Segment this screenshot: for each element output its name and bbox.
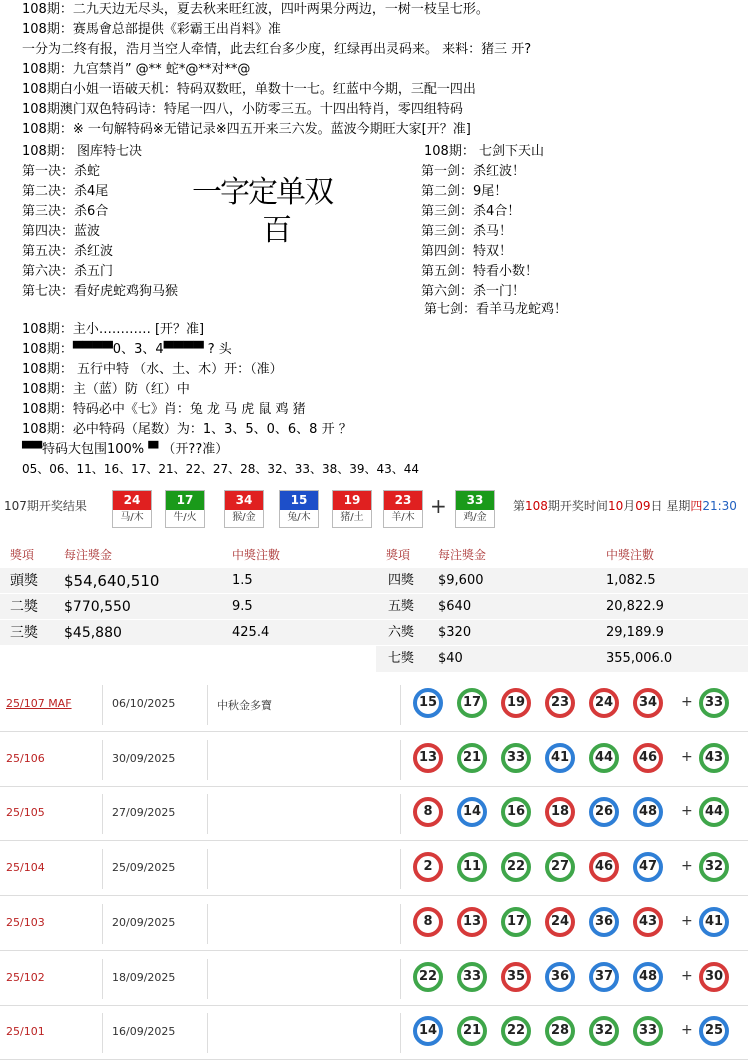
right-column-heading: 108期： 七剑下天山 xyxy=(424,144,544,159)
number-ball: 37 xyxy=(589,962,619,992)
column-divider xyxy=(102,740,103,780)
list-item: 第五决：杀红波 xyxy=(22,244,114,259)
prize-count: 425.4 xyxy=(232,625,270,640)
prize-row xyxy=(0,593,748,620)
month-label: 月 xyxy=(623,499,636,513)
header-item: 獎項 xyxy=(386,548,411,562)
header-amount: 每注獎金 xyxy=(438,548,487,562)
history-row xyxy=(0,732,748,787)
result-ball xyxy=(224,490,264,528)
forecast-line: 108期：九宫禁肖” @** 蛇*@**对**@ xyxy=(22,62,251,77)
list-item: 第一决：杀蛇 xyxy=(22,164,101,179)
list-item: 第四决：蓝波 xyxy=(22,224,101,239)
special-ball xyxy=(455,490,495,528)
column-divider xyxy=(400,849,401,889)
forecast-line: ▀▀特码大包围100% ▀ （开??准） xyxy=(22,442,229,457)
forecast-line: 108期白小姐一语破天机：特码双数旺，单数十一七。红蓝中今期，三配一四出 xyxy=(22,82,476,97)
ball-number: 33 xyxy=(456,491,494,510)
draw-time-label: 期开奖时间 xyxy=(547,499,608,513)
draw-day: 09 xyxy=(635,499,651,513)
forecast-line: 108期：二九天边无尽头，夏去秋来旺红波，四叶两果分两边，一树一枝呈七形。 xyxy=(22,2,489,17)
number-ball: 36 xyxy=(545,962,575,992)
list-item: 第二决：杀4尾 xyxy=(22,184,109,199)
number-ball: 17 xyxy=(501,907,531,937)
column-divider xyxy=(207,794,208,834)
column-divider xyxy=(207,904,208,944)
header-item: 獎項 xyxy=(10,548,35,562)
forecast-line: 108期：※ 一句解特码※无错记录※四五开来三六发。蓝波今期旺大家[开？准] xyxy=(22,122,471,137)
special-number-ball: 43 xyxy=(699,743,729,773)
plus-sign: + xyxy=(681,748,693,765)
number-ball: 33 xyxy=(457,962,487,992)
prize-count: 29,189.9 xyxy=(606,625,664,640)
prize-name: 五獎 xyxy=(388,599,415,614)
prize-amount: $640 xyxy=(438,599,472,614)
draw-date: 16/09/2025 xyxy=(112,1025,176,1039)
prize-header xyxy=(0,543,748,567)
draw-number: 108 xyxy=(525,499,548,513)
number-ball: 22 xyxy=(501,1016,531,1046)
header-count: 中獎注數 xyxy=(232,548,281,562)
column-divider xyxy=(400,1013,401,1053)
ball-zodiac: 羊/木 xyxy=(391,512,415,523)
number-ball: 8 xyxy=(413,907,443,937)
special-number-ball: 32 xyxy=(699,852,729,882)
draw-weekday: 四 xyxy=(690,499,703,513)
ball-number: 17 xyxy=(166,491,204,510)
forecast-line: 一分为二终有报，浩月当空人牵情，此去红台多少度，红绿再出灵码来。 来料：猪三 开? xyxy=(22,42,532,57)
prize-amount: $45,880 xyxy=(64,625,122,641)
history-row xyxy=(0,951,748,1006)
prize-count: 355,006.0 xyxy=(606,651,673,666)
forecast-line: 108期：▀▀▀▀0、3、4▀▀▀▀ ? 头 xyxy=(22,342,232,357)
special-number-ball: 33 xyxy=(699,688,729,718)
left-column-heading: 108期： 图库特七决 xyxy=(22,144,142,159)
ball-zodiac: 猪/土 xyxy=(340,512,364,523)
draw-link[interactable]: 25/104 xyxy=(6,861,45,875)
list-item: 第三剑：杀马！ xyxy=(421,224,513,239)
plus-sign: + xyxy=(681,1022,693,1039)
column-divider xyxy=(102,1013,103,1053)
header-count: 中獎注數 xyxy=(606,548,655,562)
history-row xyxy=(0,841,748,896)
number-ball: 27 xyxy=(545,852,575,882)
list-item: 第六剑：杀一门！ xyxy=(421,284,526,299)
number-ball: 33 xyxy=(501,743,531,773)
prize-right-bg xyxy=(376,646,748,672)
prize-count: 1,082.5 xyxy=(606,573,656,588)
forecast-line: 108期：必中特码（尾数）为：1、3、5、0、6、8 开 ？ xyxy=(22,422,352,437)
draw-link[interactable]: 25/106 xyxy=(6,751,45,765)
draw-link[interactable]: 25/103 xyxy=(6,915,45,929)
number-ball: 32 xyxy=(589,1016,619,1046)
result-ball xyxy=(383,490,423,528)
ball-zodiac: 牛/火 xyxy=(173,512,197,523)
number-ball: 46 xyxy=(589,852,619,882)
forecast-line: 108期：主小………… [开？准] xyxy=(22,322,205,337)
day-label: 日 星期 xyxy=(650,499,691,513)
prize-right-bg xyxy=(376,594,748,620)
draw-date: 18/09/2025 xyxy=(112,970,176,984)
draw-time-prefix: 第 xyxy=(513,499,526,513)
special-number-ball: 30 xyxy=(699,962,729,992)
number-ball: 48 xyxy=(633,962,663,992)
draw-link[interactable]: 25/105 xyxy=(6,806,45,820)
draw-date: 20/09/2025 xyxy=(112,915,176,929)
number-ball: 36 xyxy=(589,907,619,937)
list-item: 第三决：杀6合 xyxy=(22,204,109,219)
draw-date: 06/10/2025 xyxy=(112,697,176,710)
number-ball: 24 xyxy=(545,907,575,937)
prize-right-bg xyxy=(376,620,748,646)
handwritten-title: 一字定单双 xyxy=(192,175,332,210)
plus-sign: + xyxy=(430,494,447,518)
number-ball: 22 xyxy=(413,962,443,992)
number-list: 05、06、11、16、17、21、22、27、28、32、33、38、39、43、44 xyxy=(22,462,420,476)
history-row xyxy=(0,1005,748,1060)
draw-date: 30/09/2025 xyxy=(112,751,176,765)
plus-sign: + xyxy=(681,803,693,820)
handwritten-subtitle: 百 xyxy=(262,213,292,248)
list-item: 第四剑：特双！ xyxy=(421,244,513,259)
list-item: 第六决：杀五门 xyxy=(22,264,114,279)
number-ball: 48 xyxy=(633,797,663,827)
draw-time xyxy=(513,497,737,514)
result-ball xyxy=(165,490,205,528)
list-item: 第五剑：特看小数！ xyxy=(421,264,539,279)
special-number-ball: 41 xyxy=(699,907,729,937)
ball-zodiac: 兔/木 xyxy=(287,512,311,523)
number-ball: 24 xyxy=(589,688,619,718)
plus-sign: + xyxy=(681,858,693,875)
number-ball: 47 xyxy=(633,852,663,882)
list-item: 第三剑：杀4合！ xyxy=(421,204,521,219)
draw-date: 25/09/2025 xyxy=(112,861,176,875)
list-item: 第一剑：杀红波！ xyxy=(421,164,526,179)
number-ball: 26 xyxy=(589,797,619,827)
number-ball: 43 xyxy=(633,907,663,937)
number-ball: 41 xyxy=(545,743,575,773)
column-divider xyxy=(102,959,103,999)
ball-number: 34 xyxy=(225,491,263,510)
forecast-line: 108期：赛馬會总部提供《彩霸王出肖料》准 xyxy=(22,22,281,37)
number-ball: 13 xyxy=(413,743,443,773)
prize-row xyxy=(0,645,748,672)
result-ball xyxy=(112,490,152,528)
number-ball: 15 xyxy=(413,688,443,718)
number-ball: 17 xyxy=(457,688,487,718)
plus-sign: + xyxy=(681,694,693,710)
column-divider xyxy=(400,904,401,944)
draw-date: 27/09/2025 xyxy=(112,806,176,820)
prize-count: 20,822.9 xyxy=(606,599,664,614)
column-divider xyxy=(207,849,208,889)
number-ball: 23 xyxy=(545,688,575,718)
number-ball: 14 xyxy=(457,797,487,827)
special-number-ball: 25 xyxy=(699,1016,729,1046)
draw-clock: 21:30 xyxy=(702,499,737,513)
number-ball: 16 xyxy=(501,797,531,827)
prize-table xyxy=(0,543,748,671)
column-divider xyxy=(102,904,103,944)
plus-sign: + xyxy=(681,912,693,929)
prize-amount: $54,640,510 xyxy=(64,572,160,590)
prize-amount: $9,600 xyxy=(438,573,484,588)
number-ball: 33 xyxy=(633,1016,663,1046)
column-divider xyxy=(102,794,103,834)
number-ball: 8 xyxy=(413,797,443,827)
number-ball: 44 xyxy=(589,743,619,773)
prize-name: 四獎 xyxy=(388,573,415,588)
plus-sign: + xyxy=(681,967,693,984)
prize-amount: $770,550 xyxy=(64,599,131,615)
ball-number: 15 xyxy=(280,491,318,510)
draw-month: 10 xyxy=(607,499,624,513)
number-ball: 21 xyxy=(457,1016,487,1046)
column-divider xyxy=(207,959,208,999)
list-item: 第二剑：9尾！ xyxy=(421,184,508,199)
number-ball: 14 xyxy=(413,1016,443,1046)
prize-amount: $320 xyxy=(438,625,472,640)
draw-link[interactable]: 25/101 xyxy=(6,1025,45,1039)
column-divider xyxy=(400,685,401,725)
history-row xyxy=(0,896,748,951)
column-divider xyxy=(400,740,401,780)
prize-right-bg xyxy=(376,568,748,594)
number-ball: 35 xyxy=(501,962,531,992)
history-row xyxy=(0,786,748,841)
special-number-ball: 44 xyxy=(699,797,729,827)
prize-amount: $40 xyxy=(438,651,463,666)
number-ball: 11 xyxy=(457,852,487,882)
header-amount: 每注獎金 xyxy=(64,548,113,562)
prize-count: 9.5 xyxy=(232,599,253,614)
prize-name: 三獎 xyxy=(10,625,38,641)
result-label: 107期开奖结果 xyxy=(4,499,87,513)
prize-name: 二獎 xyxy=(10,599,38,615)
prize-row xyxy=(0,567,748,594)
draw-note: 中秋金多寶 xyxy=(217,699,272,712)
history-row xyxy=(0,677,748,732)
ball-number: 23 xyxy=(384,491,422,510)
number-ball: 18 xyxy=(545,797,575,827)
number-ball: 28 xyxy=(545,1016,575,1046)
prize-name: 六獎 xyxy=(388,625,415,640)
list-item: 第七决：看好虎蛇鸡狗马猴 xyxy=(22,284,179,299)
number-ball: 22 xyxy=(501,852,531,882)
ball-zodiac: 猴/金 xyxy=(232,512,256,523)
number-ball: 46 xyxy=(633,743,663,773)
prize-name: 頭獎 xyxy=(10,573,38,589)
result-ball xyxy=(279,490,319,528)
draw-link[interactable]: 25/107 MAF xyxy=(6,697,72,710)
column-divider xyxy=(102,849,103,889)
column-divider xyxy=(400,959,401,999)
prize-row xyxy=(0,619,748,646)
forecast-line: 108期澳门双色特码诗：特尾一四八，小防零三五。十四出特肖，零四组特码 xyxy=(22,102,463,117)
list-item: 第七剑：看羊马龙蛇鸡！ xyxy=(424,302,568,317)
column-divider xyxy=(207,740,208,780)
ball-number: 24 xyxy=(113,491,151,510)
forecast-line: 108期：特码必中《七》肖：兔 龙 马 虎 鼠 鸡 猪 xyxy=(22,402,306,417)
number-ball: 2 xyxy=(413,852,443,882)
draw-link[interactable]: 25/102 xyxy=(6,970,45,984)
number-ball: 13 xyxy=(457,907,487,937)
column-divider xyxy=(207,685,208,725)
number-ball: 19 xyxy=(501,688,531,718)
number-ball: 34 xyxy=(633,688,663,718)
result-ball xyxy=(332,490,372,528)
forecast-line: 108期：主（蓝）防（红）中 xyxy=(22,382,190,397)
prize-name: 七獎 xyxy=(388,651,415,666)
ball-number: 19 xyxy=(333,491,371,510)
column-divider xyxy=(207,1013,208,1053)
ball-zodiac: 鸡/金 xyxy=(463,512,487,523)
number-ball: 21 xyxy=(457,743,487,773)
column-divider xyxy=(102,685,103,725)
column-divider xyxy=(400,794,401,834)
prize-count: 1.5 xyxy=(232,573,253,588)
ball-zodiac: 马/木 xyxy=(120,512,144,523)
forecast-line: 108期： 五行中特 （水、土、木）开：（准） xyxy=(22,362,283,377)
